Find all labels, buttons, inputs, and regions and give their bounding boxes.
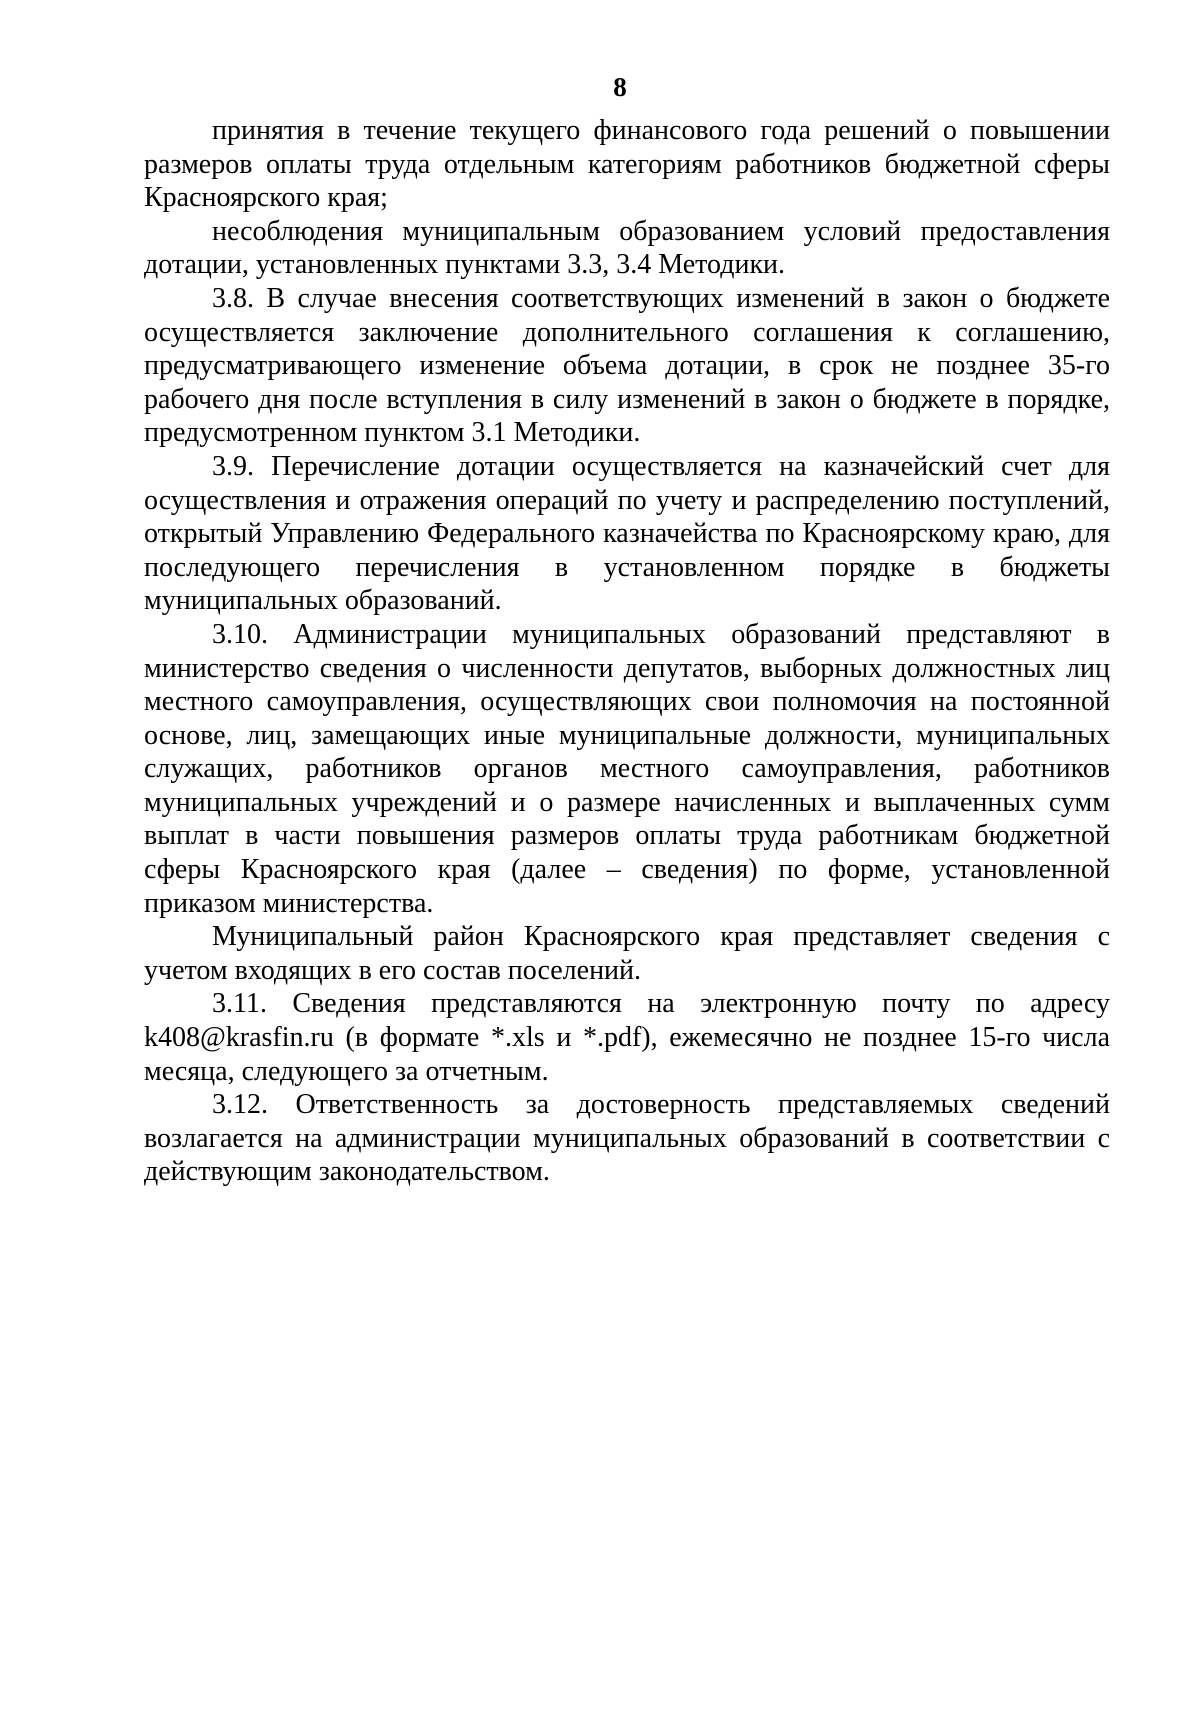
page-number: 8 bbox=[613, 72, 627, 102]
document-body bbox=[144, 114, 1110, 1189]
paragraph-3-10: 3.10. Администрации муниципальных образований представляют в министерство сведения о численности депутатов, выборных должностных лиц местного самоуправления, осуществляющих свои полномочия на постоянной основе, лиц, замещающих иные муниципальные должности, муниципальных служащих, работников органов местного самоуправления, работников муниципальных учреждений и о размере начисленных и выплаченных сумм выплат в части повышения размеров оплаты труда работникам бюджетной сферы Красноярского края (далее – сведения) по форме, установленной приказом министерства. bbox=[144, 618, 1110, 919]
paragraph-3-12: 3.12. Ответственность за достоверность представляемых сведений возлагается на администрации муниципальных образований в соответствии с действующим законодательством. bbox=[144, 1089, 1110, 1188]
paragraph-municipal-district: Муниципальный район Красноярского края представляет сведения с учетом входящих в его состав поселений. bbox=[144, 921, 1110, 986]
paragraph-3-9: 3.9. Перечисление дотации осуществляется на казначейский счет для осуществления и отражения операций по учету и распределению поступлений, открытый Управлению Федерального казначейства по Красноярскому краю, для последующего перечисления в установленном порядке в бюджеты муниципальных образований. bbox=[144, 450, 1110, 617]
paragraph-raising-pay-decisions: принятия в течение текущего финансового года решений о повышении размеров оплаты труда отдельным категориям работников бюджетной сферы Красноярского края; bbox=[144, 115, 1110, 214]
paragraph-3-11: 3.11. Сведения представляются на электронную почту по адресу k408@krasfin.ru (в формате *.xls и *.pdf), ежемесячно не позднее 15-го числа месяца, следующего за отчетным. bbox=[144, 988, 1110, 1087]
paragraph-noncompliance: несоблюдения муниципальным образованием условий предоставления дотации, установленных пунктами 3.3, 3.4 Методики. bbox=[144, 215, 1110, 281]
paragraph-3-8: 3.8. В случае внесения соответствующих изменений в закон о бюджете осуществляется заключение дополнительного соглашения к соглашению, предусматривающего изменение объема дотации, в срок не позднее 35-го рабочего дня после вступления в силу изменений в закон о бюджете в порядке, предусмотренном пунктом 3.1 Методики. bbox=[144, 282, 1110, 449]
